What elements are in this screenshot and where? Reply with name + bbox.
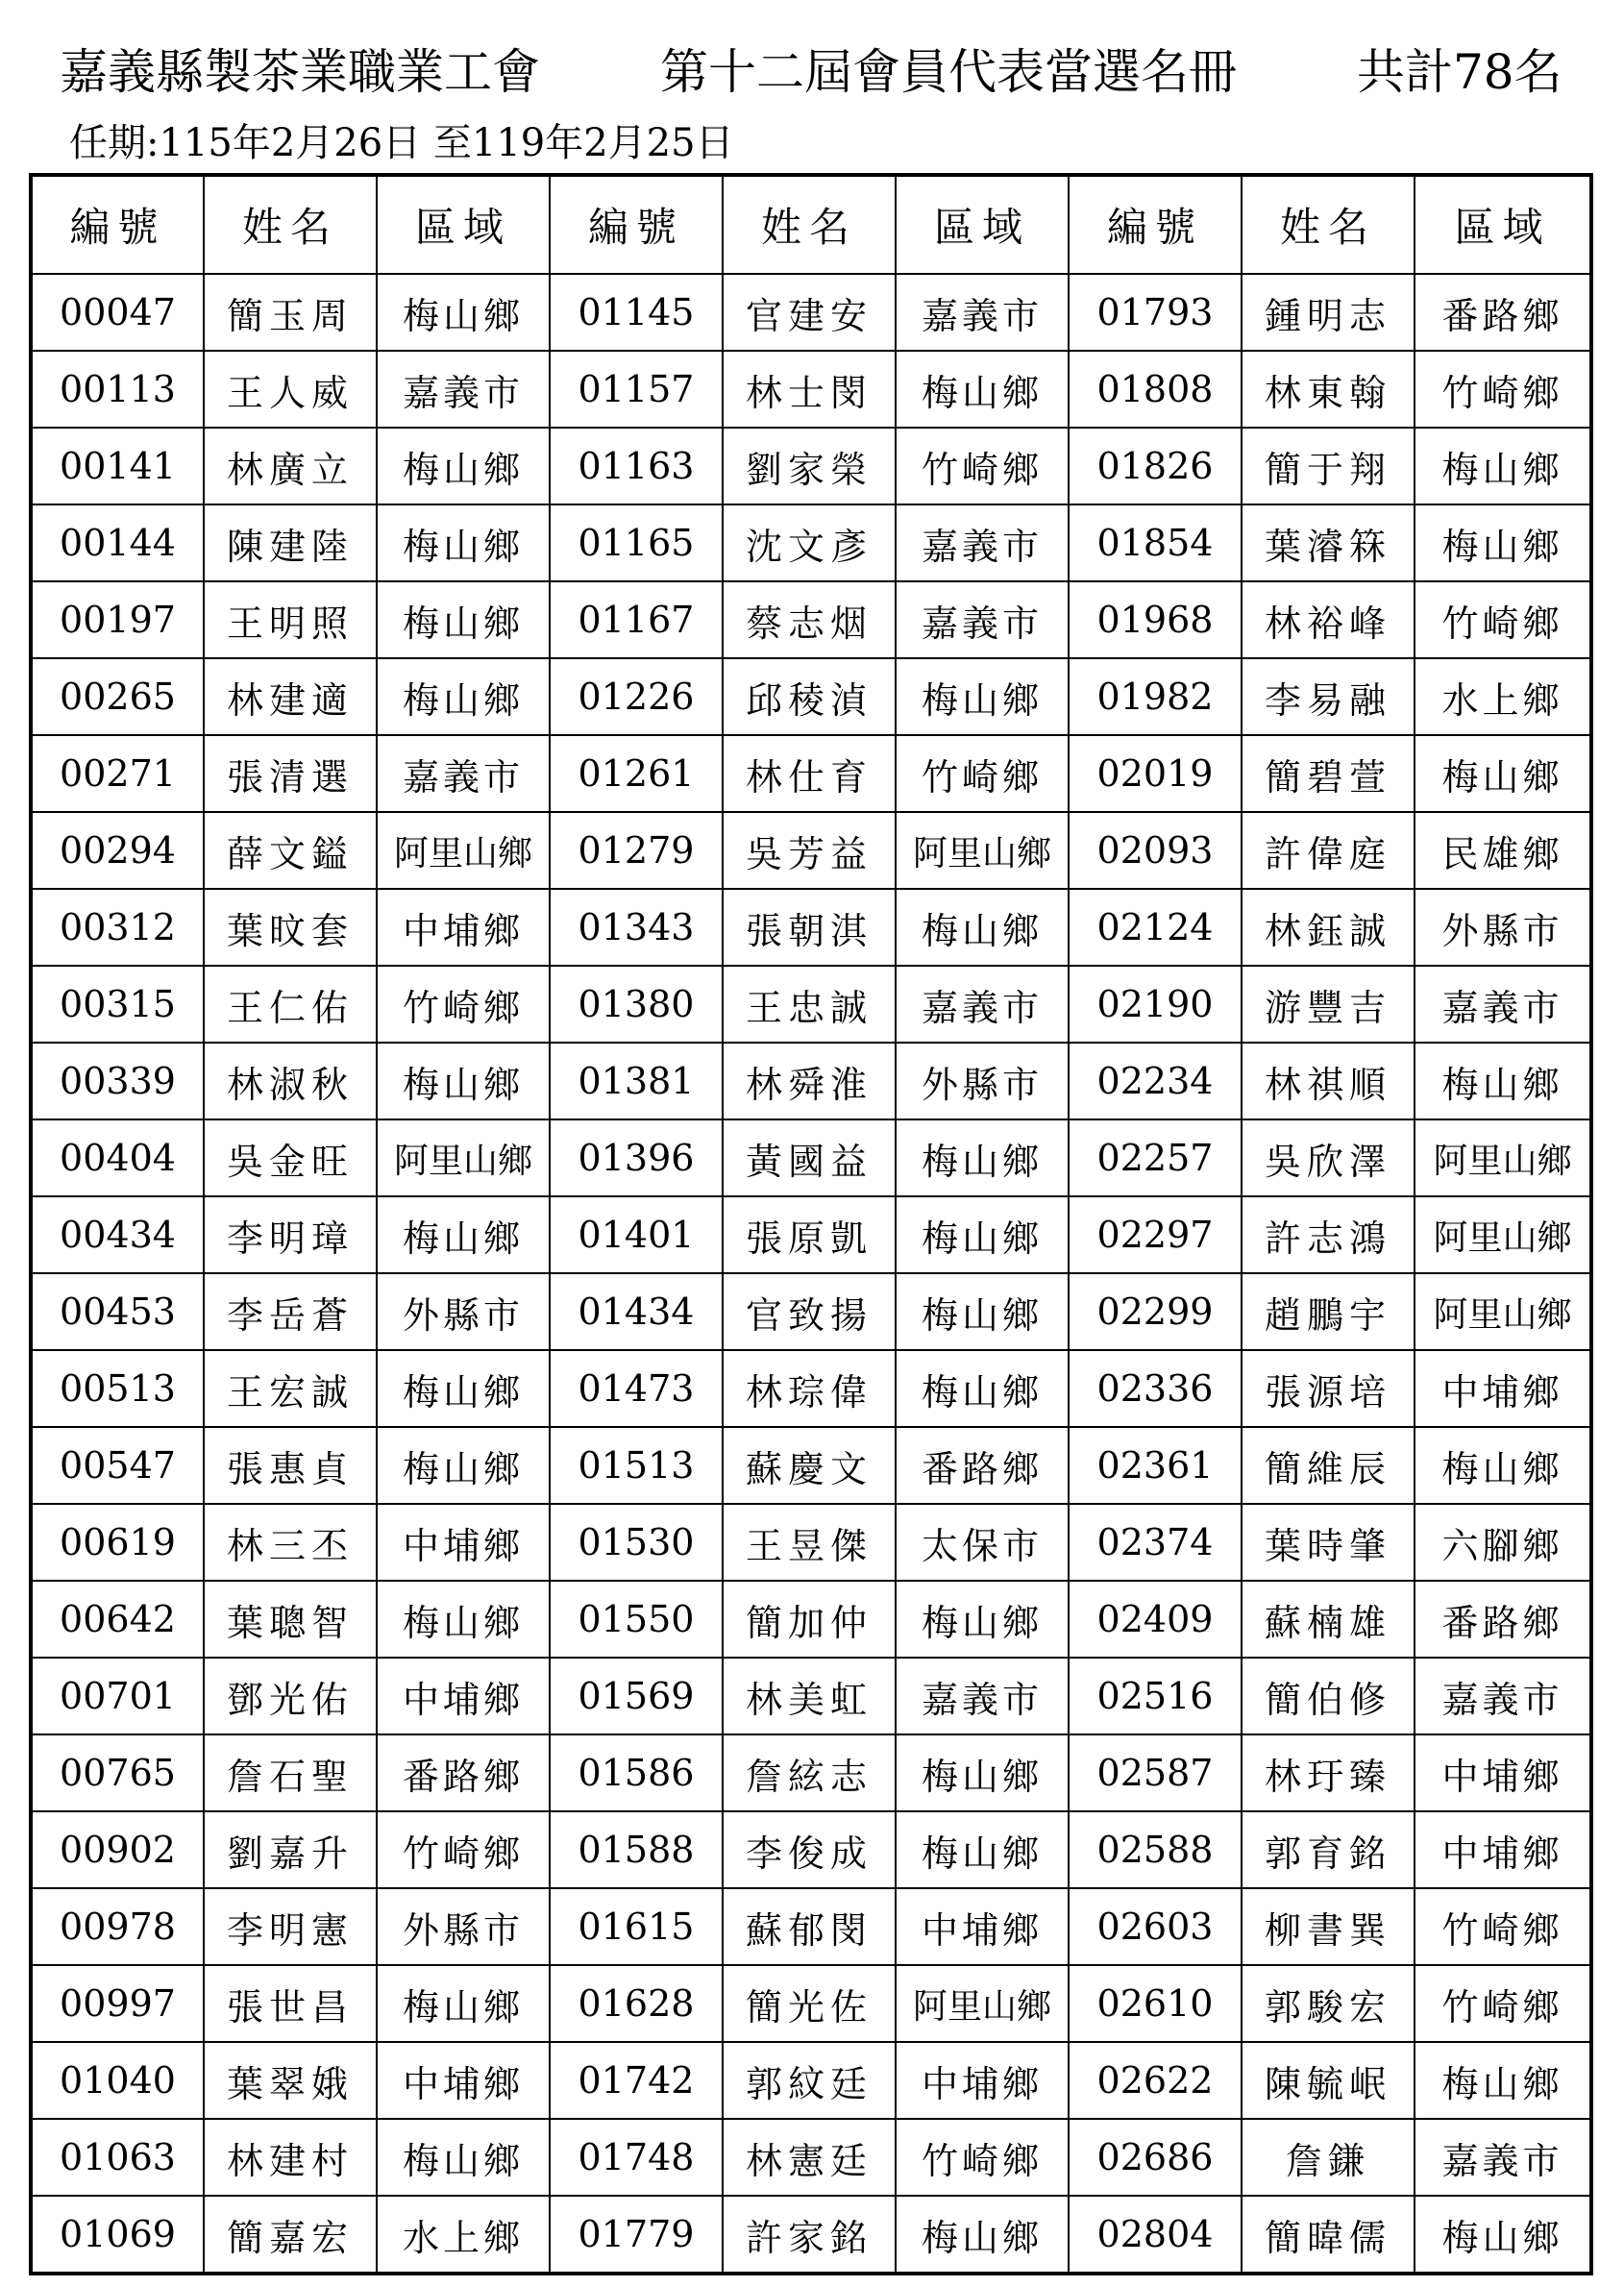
member-id-cell: 00271 — [31, 735, 204, 812]
member-region-cell: 阿里山鄉 — [377, 1119, 550, 1196]
member-id-cell: 01530 — [550, 1504, 723, 1581]
member-id-cell: 02190 — [1069, 966, 1242, 1043]
member-name-cell: 李岳蒼 — [204, 1273, 377, 1350]
member-id-cell: 01279 — [550, 812, 723, 889]
member-id-cell: 01261 — [550, 735, 723, 812]
column-header-id: 編號 — [31, 175, 204, 274]
member-name-cell: 林東翰 — [1242, 351, 1415, 428]
column-header-region: 區域 — [1415, 175, 1591, 274]
member-name-cell: 詹石聖 — [204, 1734, 377, 1811]
member-region-cell: 中埔鄉 — [377, 1658, 550, 1734]
member-region-cell: 外縣市 — [377, 1888, 550, 1965]
member-id-cell: 02124 — [1069, 889, 1242, 966]
member-region-cell: 中埔鄉 — [377, 889, 550, 966]
member-name-cell: 林士閔 — [723, 351, 896, 428]
member-id-cell: 01473 — [550, 1350, 723, 1427]
member-region-cell: 梅山鄉 — [896, 351, 1069, 428]
member-id-cell: 01165 — [550, 504, 723, 581]
column-header-region: 區域 — [896, 175, 1069, 274]
member-region-cell: 梅山鄉 — [1415, 2196, 1591, 2274]
member-id-cell: 00141 — [31, 428, 204, 504]
member-region-cell: 梅山鄉 — [896, 889, 1069, 966]
member-region-cell: 嘉義市 — [1415, 2119, 1591, 2196]
member-region-cell: 阿里山鄉 — [1415, 1196, 1591, 1273]
member-id-cell: 01401 — [550, 1196, 723, 1273]
member-id-cell: 01569 — [550, 1658, 723, 1734]
member-region-cell: 梅山鄉 — [1415, 504, 1591, 581]
member-region-cell: 中埔鄉 — [896, 1888, 1069, 1965]
member-region-cell: 梅山鄉 — [377, 1350, 550, 1427]
member-name-cell: 林廣立 — [204, 428, 377, 504]
member-id-cell: 00701 — [31, 1658, 204, 1734]
member-name-cell: 葉濬箖 — [1242, 504, 1415, 581]
member-name-cell: 官建安 — [723, 274, 896, 351]
member-region-cell: 梅山鄉 — [896, 658, 1069, 735]
member-name-cell: 張朝淇 — [723, 889, 896, 966]
member-id-cell: 01854 — [1069, 504, 1242, 581]
table-row — [31, 1581, 1591, 1658]
member-id-cell: 00315 — [31, 966, 204, 1043]
member-region-cell: 水上鄉 — [1415, 658, 1591, 735]
table-row — [31, 1196, 1591, 1273]
member-name-cell: 林美虹 — [723, 1658, 896, 1734]
column-header-name: 姓名 — [723, 175, 896, 274]
member-name-cell: 林玗臻 — [1242, 1734, 1415, 1811]
member-name-cell: 簡嘉宏 — [204, 2196, 377, 2274]
table-row — [31, 581, 1591, 658]
member-id-cell: 01157 — [550, 351, 723, 428]
member-name-cell: 詹鎌 — [1242, 2119, 1415, 2196]
member-id-cell: 02093 — [1069, 812, 1242, 889]
member-region-cell: 梅山鄉 — [1415, 428, 1591, 504]
member-name-cell: 郭紋廷 — [723, 2042, 896, 2119]
member-name-cell: 張世昌 — [204, 1965, 377, 2042]
member-id-cell: 02610 — [1069, 1965, 1242, 2042]
member-region-cell: 竹崎鄉 — [377, 1811, 550, 1888]
member-name-cell: 簡于翔 — [1242, 428, 1415, 504]
member-id-cell: 02588 — [1069, 1811, 1242, 1888]
member-region-cell: 中埔鄉 — [377, 2042, 550, 2119]
member-id-cell: 00434 — [31, 1196, 204, 1273]
member-id-cell: 00547 — [31, 1427, 204, 1504]
member-region-cell: 外縣市 — [896, 1043, 1069, 1119]
member-name-cell: 葉聰智 — [204, 1581, 377, 1658]
member-name-cell: 鍾明志 — [1242, 274, 1415, 351]
member-name-cell: 林舜淮 — [723, 1043, 896, 1119]
member-name-cell: 李明憲 — [204, 1888, 377, 1965]
table-row — [31, 274, 1591, 351]
member-id-cell: 02374 — [1069, 1504, 1242, 1581]
table-row — [31, 1119, 1591, 1196]
member-name-cell: 王人威 — [204, 351, 377, 428]
member-region-cell: 竹崎鄉 — [1415, 1965, 1591, 2042]
member-name-cell: 劉嘉升 — [204, 1811, 377, 1888]
member-name-cell: 林建適 — [204, 658, 377, 735]
member-id-cell: 02336 — [1069, 1350, 1242, 1427]
member-region-cell: 中埔鄉 — [1415, 1734, 1591, 1811]
member-name-cell: 簡維辰 — [1242, 1427, 1415, 1504]
member-id-cell: 01586 — [550, 1734, 723, 1811]
member-id-cell: 01550 — [550, 1581, 723, 1658]
member-id-cell: 01588 — [550, 1811, 723, 1888]
member-id-cell: 01040 — [31, 2042, 204, 2119]
member-name-cell: 官致揚 — [723, 1273, 896, 1350]
member-id-cell: 00404 — [31, 1119, 204, 1196]
member-name-cell: 詹絃志 — [723, 1734, 896, 1811]
member-id-cell: 01779 — [550, 2196, 723, 2274]
member-id-cell: 02686 — [1069, 2119, 1242, 2196]
member-name-cell: 葉旼套 — [204, 889, 377, 966]
member-name-cell: 張源培 — [1242, 1350, 1415, 1427]
member-region-cell: 嘉義市 — [896, 966, 1069, 1043]
member-id-cell: 01381 — [550, 1043, 723, 1119]
member-id-cell: 00294 — [31, 812, 204, 889]
member-region-cell: 梅山鄉 — [377, 2119, 550, 2196]
member-name-cell: 柳書巽 — [1242, 1888, 1415, 1965]
member-region-cell: 梅山鄉 — [896, 1811, 1069, 1888]
member-region-cell: 梅山鄉 — [377, 581, 550, 658]
table-row — [31, 1504, 1591, 1581]
member-name-cell: 許志鴻 — [1242, 1196, 1415, 1273]
member-region-cell: 番路鄉 — [1415, 274, 1591, 351]
table-row — [31, 1734, 1591, 1811]
member-id-cell: 02516 — [1069, 1658, 1242, 1734]
member-id-cell: 02234 — [1069, 1043, 1242, 1119]
member-name-cell: 葉翠娥 — [204, 2042, 377, 2119]
member-region-cell: 外縣市 — [377, 1273, 550, 1350]
member-name-cell: 蘇慶文 — [723, 1427, 896, 1504]
member-region-cell: 梅山鄉 — [377, 1196, 550, 1273]
member-name-cell: 林鈺誠 — [1242, 889, 1415, 966]
member-id-cell: 02361 — [1069, 1427, 1242, 1504]
member-id-cell: 00902 — [31, 1811, 204, 1888]
member-region-cell: 嘉義市 — [896, 581, 1069, 658]
table-row — [31, 2119, 1591, 2196]
member-id-cell: 01343 — [550, 889, 723, 966]
table-row — [31, 1965, 1591, 2042]
member-id-cell: 00978 — [31, 1888, 204, 1965]
table-row — [31, 2042, 1591, 2119]
column-header-id: 編號 — [550, 175, 723, 274]
member-id-cell: 00619 — [31, 1504, 204, 1581]
member-region-cell: 梅山鄉 — [896, 1350, 1069, 1427]
table-row — [31, 1811, 1591, 1888]
member-name-cell: 郭育銘 — [1242, 1811, 1415, 1888]
member-id-cell: 01615 — [550, 1888, 723, 1965]
member-name-cell: 張惠貞 — [204, 1427, 377, 1504]
column-header-id: 編號 — [1069, 175, 1242, 274]
member-region-cell: 嘉義市 — [1415, 1658, 1591, 1734]
member-region-cell: 阿里山鄉 — [1415, 1273, 1591, 1350]
member-name-cell: 蘇郁閔 — [723, 1888, 896, 1965]
member-region-cell: 梅山鄉 — [377, 1427, 550, 1504]
table-row — [31, 428, 1591, 504]
member-name-cell: 簡暐儒 — [1242, 2196, 1415, 2274]
member-region-cell: 梅山鄉 — [377, 428, 550, 504]
member-name-cell: 簡光佐 — [723, 1965, 896, 2042]
member-region-cell: 阿里山鄉 — [1415, 1119, 1591, 1196]
table-row — [31, 351, 1591, 428]
member-id-cell: 00642 — [31, 1581, 204, 1658]
member-region-cell: 嘉義市 — [896, 504, 1069, 581]
member-id-cell: 01063 — [31, 2119, 204, 2196]
member-name-cell: 鄧光佑 — [204, 1658, 377, 1734]
member-id-cell: 02019 — [1069, 735, 1242, 812]
member-region-cell: 竹崎鄉 — [1415, 581, 1591, 658]
member-id-cell: 02587 — [1069, 1734, 1242, 1811]
member-name-cell: 林祺順 — [1242, 1043, 1415, 1119]
member-id-cell: 00997 — [31, 1965, 204, 2042]
member-name-cell: 許家銘 — [723, 2196, 896, 2274]
member-name-cell: 游豐吉 — [1242, 966, 1415, 1043]
member-id-cell: 01742 — [550, 2042, 723, 2119]
member-name-cell: 陳建陸 — [204, 504, 377, 581]
table-row — [31, 504, 1591, 581]
member-name-cell: 許偉庭 — [1242, 812, 1415, 889]
member-name-cell: 薛文鎰 — [204, 812, 377, 889]
member-region-cell: 太保市 — [896, 1504, 1069, 1581]
member-name-cell: 葉時肇 — [1242, 1504, 1415, 1581]
member-region-cell: 嘉義市 — [377, 351, 550, 428]
member-region-cell: 梅山鄉 — [377, 274, 550, 351]
roster-body — [31, 274, 1591, 2274]
member-id-cell: 01808 — [1069, 351, 1242, 428]
table-row — [31, 658, 1591, 735]
member-name-cell: 吳金旺 — [204, 1119, 377, 1196]
total-count: 共計78名 — [1357, 44, 1562, 100]
member-region-cell: 梅山鄉 — [896, 1273, 1069, 1350]
member-id-cell: 00144 — [31, 504, 204, 581]
member-name-cell: 陳毓岷 — [1242, 2042, 1415, 2119]
member-id-cell: 01396 — [550, 1119, 723, 1196]
member-region-cell: 番路鄉 — [377, 1734, 550, 1811]
member-id-cell: 00312 — [31, 889, 204, 966]
table-row — [31, 1888, 1591, 1965]
member-region-cell: 梅山鄉 — [896, 1196, 1069, 1273]
member-name-cell: 劉家榮 — [723, 428, 896, 504]
member-region-cell: 中埔鄉 — [1415, 1811, 1591, 1888]
member-name-cell: 林仕育 — [723, 735, 896, 812]
member-region-cell: 梅山鄉 — [1415, 1427, 1591, 1504]
member-id-cell: 02409 — [1069, 1581, 1242, 1658]
member-region-cell: 竹崎鄉 — [896, 428, 1069, 504]
table-row — [31, 1427, 1591, 1504]
member-region-cell: 梅山鄉 — [377, 1581, 550, 1658]
member-region-cell: 番路鄉 — [896, 1427, 1069, 1504]
member-name-cell: 黃國益 — [723, 1119, 896, 1196]
member-id-cell: 00113 — [31, 351, 204, 428]
member-roster-table — [29, 173, 1593, 2275]
member-region-cell: 竹崎鄉 — [377, 966, 550, 1043]
member-region-cell: 梅山鄉 — [377, 1965, 550, 2042]
table-row — [31, 735, 1591, 812]
member-name-cell: 李俊成 — [723, 1811, 896, 1888]
document-title — [60, 38, 1568, 106]
member-name-cell: 林淑秋 — [204, 1043, 377, 1119]
member-region-cell: 梅山鄉 — [896, 1734, 1069, 1811]
member-name-cell: 林建村 — [204, 2119, 377, 2196]
member-region-cell: 嘉義市 — [1415, 966, 1591, 1043]
member-name-cell: 王明照 — [204, 581, 377, 658]
member-region-cell: 阿里山鄉 — [377, 812, 550, 889]
member-region-cell: 竹崎鄉 — [1415, 1888, 1591, 1965]
member-id-cell: 02622 — [1069, 2042, 1242, 2119]
member-id-cell: 01434 — [550, 1273, 723, 1350]
member-id-cell: 00197 — [31, 581, 204, 658]
member-name-cell: 王忠誠 — [723, 966, 896, 1043]
member-name-cell: 林琮偉 — [723, 1350, 896, 1427]
member-name-cell: 沈文彥 — [723, 504, 896, 581]
member-region-cell: 梅山鄉 — [896, 1119, 1069, 1196]
column-header-name: 姓名 — [204, 175, 377, 274]
member-id-cell: 02257 — [1069, 1119, 1242, 1196]
member-region-cell: 嘉義市 — [896, 274, 1069, 351]
member-id-cell: 01069 — [31, 2196, 204, 2274]
member-region-cell: 梅山鄉 — [377, 658, 550, 735]
member-id-cell: 00765 — [31, 1734, 204, 1811]
member-region-cell: 梅山鄉 — [896, 2196, 1069, 2274]
member-id-cell: 00047 — [31, 274, 204, 351]
table-row — [31, 2196, 1591, 2274]
member-region-cell: 番路鄉 — [1415, 1581, 1591, 1658]
member-name-cell: 邱稜湞 — [723, 658, 896, 735]
member-id-cell: 01793 — [1069, 274, 1242, 351]
member-name-cell: 吳芳益 — [723, 812, 896, 889]
member-id-cell: 01167 — [550, 581, 723, 658]
member-region-cell: 竹崎鄉 — [1415, 351, 1591, 428]
member-region-cell: 水上鄉 — [377, 2196, 550, 2274]
member-name-cell: 李易融 — [1242, 658, 1415, 735]
member-id-cell: 01513 — [550, 1427, 723, 1504]
member-id-cell: 01628 — [550, 1965, 723, 2042]
table-row — [31, 1350, 1591, 1427]
term-period: 任期:115年2月26日 至119年2月25日 — [69, 121, 734, 165]
member-id-cell: 01748 — [550, 2119, 723, 2196]
column-header-region: 區域 — [377, 175, 550, 274]
header-row — [31, 175, 1591, 274]
member-id-cell: 01968 — [1069, 581, 1242, 658]
member-id-cell: 01226 — [550, 658, 723, 735]
list-title: 第十二屆會員代表當選名冊 — [660, 44, 1237, 100]
member-id-cell: 00265 — [31, 658, 204, 735]
table-row — [31, 1043, 1591, 1119]
member-id-cell: 01982 — [1069, 658, 1242, 735]
column-header-name: 姓名 — [1242, 175, 1415, 274]
member-region-cell: 阿里山鄉 — [896, 1965, 1069, 2042]
member-name-cell: 蔡志烟 — [723, 581, 896, 658]
member-id-cell: 01145 — [550, 274, 723, 351]
union-name: 嘉義縣製茶業職業工會 — [60, 44, 540, 100]
member-region-cell: 梅山鄉 — [377, 1043, 550, 1119]
member-region-cell: 梅山鄉 — [1415, 2042, 1591, 2119]
member-name-cell: 林憲廷 — [723, 2119, 896, 2196]
member-id-cell: 02297 — [1069, 1196, 1242, 1273]
table-row — [31, 1658, 1591, 1734]
member-name-cell: 簡加仲 — [723, 1581, 896, 1658]
member-name-cell: 蘇楠雄 — [1242, 1581, 1415, 1658]
member-id-cell: 02603 — [1069, 1888, 1242, 1965]
member-region-cell: 嘉義市 — [896, 1658, 1069, 1734]
member-name-cell: 王仁佑 — [204, 966, 377, 1043]
member-id-cell: 00513 — [31, 1350, 204, 1427]
member-name-cell: 郭駿宏 — [1242, 1965, 1415, 2042]
member-region-cell: 中埔鄉 — [1415, 1350, 1591, 1427]
member-id-cell: 01163 — [550, 428, 723, 504]
member-name-cell: 簡伯修 — [1242, 1658, 1415, 1734]
member-name-cell: 趙鵬宇 — [1242, 1273, 1415, 1350]
member-region-cell: 梅山鄉 — [377, 504, 550, 581]
member-id-cell: 02804 — [1069, 2196, 1242, 2274]
table-row — [31, 1273, 1591, 1350]
member-name-cell: 簡碧萱 — [1242, 735, 1415, 812]
member-region-cell: 民雄鄉 — [1415, 812, 1591, 889]
member-name-cell: 吳欣澤 — [1242, 1119, 1415, 1196]
member-name-cell: 簡玉周 — [204, 274, 377, 351]
member-name-cell: 王宏誠 — [204, 1350, 377, 1427]
member-id-cell: 00453 — [31, 1273, 204, 1350]
member-region-cell: 嘉義市 — [377, 735, 550, 812]
table-row — [31, 889, 1591, 966]
member-id-cell: 01826 — [1069, 428, 1242, 504]
member-name-cell: 林三丕 — [204, 1504, 377, 1581]
member-region-cell: 竹崎鄉 — [896, 2119, 1069, 2196]
member-id-cell: 00339 — [31, 1043, 204, 1119]
member-name-cell: 張清選 — [204, 735, 377, 812]
member-region-cell: 梅山鄉 — [1415, 735, 1591, 812]
table-row — [31, 812, 1591, 889]
member-region-cell: 六腳鄉 — [1415, 1504, 1591, 1581]
member-name-cell: 李明璋 — [204, 1196, 377, 1273]
member-region-cell: 外縣市 — [1415, 889, 1591, 966]
table-row — [31, 966, 1591, 1043]
member-region-cell: 阿里山鄉 — [896, 812, 1069, 889]
member-region-cell: 竹崎鄉 — [896, 735, 1069, 812]
member-id-cell: 01380 — [550, 966, 723, 1043]
member-region-cell: 梅山鄉 — [896, 1581, 1069, 1658]
member-region-cell: 中埔鄉 — [896, 2042, 1069, 2119]
member-name-cell: 王昱傑 — [723, 1504, 896, 1581]
member-region-cell: 中埔鄉 — [377, 1504, 550, 1581]
member-name-cell: 林裕峰 — [1242, 581, 1415, 658]
member-region-cell: 梅山鄉 — [1415, 1043, 1591, 1119]
member-id-cell: 02299 — [1069, 1273, 1242, 1350]
member-name-cell: 張原凱 — [723, 1196, 896, 1273]
